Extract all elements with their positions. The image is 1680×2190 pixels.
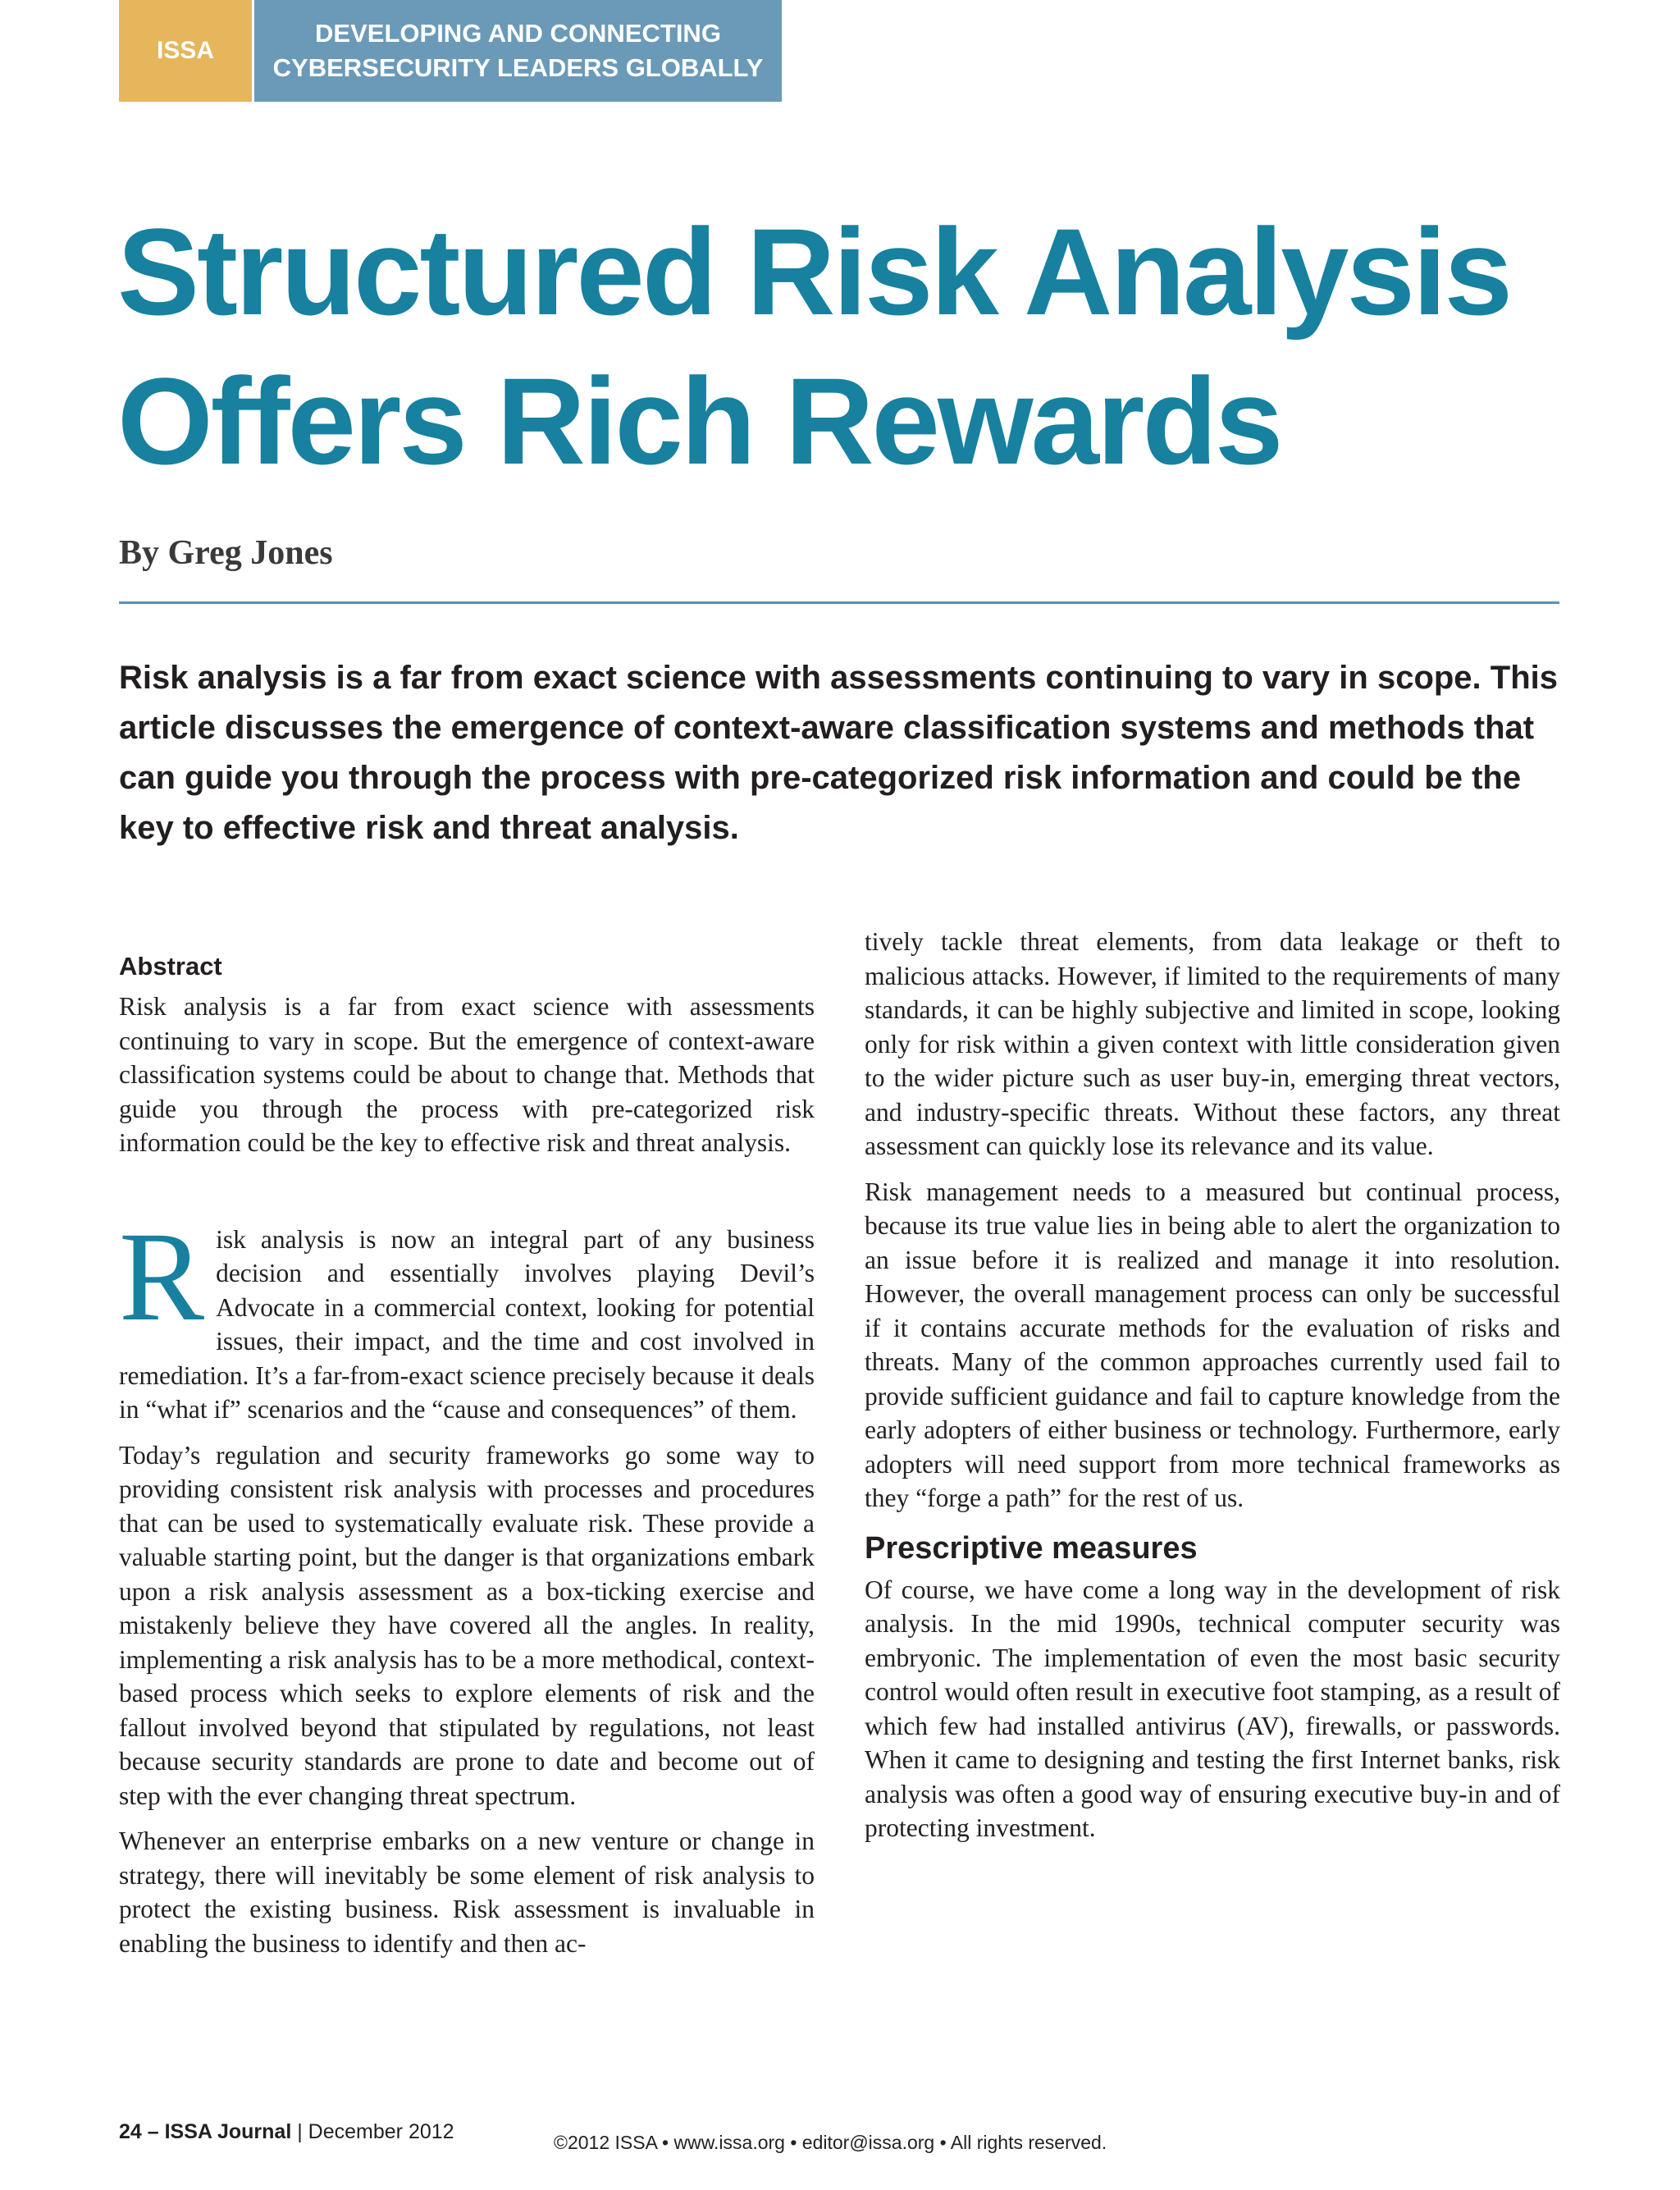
article-deck: Risk analysis is a far from exact science with assessments continuing to vary in scope. This article discusses the emergence of context-aware classification systems and methods that can guide you through the process with pre-categorized risk information and could be the key to effective risk and threat analysis. [119,660,1559,846]
footer-separator: | [291,2120,308,2143]
body-paragraph-4: Risk management needs to a measured but continual process, because its true value lies in being able to alert the organization to an issue before it is realized and manage it into resolution. However, the overall management process can only be successful if it contains accurate methods for the evaluation of risks and threats. Many of the common approaches currently used fail to provide sufficient guidance and fail to capture knowledge from the early adopters of either business or technology. Furthermore, early adopters will need support from more technical frameworks as they “forge a path” for the rest of us. [865,1177,1560,1512]
issa-tag [119,0,252,102]
body-paragraph-1-text: isk analysis is now an integral part of any business decision and essentially involves playing Devil’s Advocate in a commercial context, looking for potential issues, their impact, and the time and cost involved in remediation. It’s a far-from-exact science precisely because it deals in “what if” scenarios and the “cause and consequences” of them. [119,1224,815,1424]
tagline-line-2: CYBERSECURITY LEADERS GLOBALLY [272,53,764,82]
abstract-text: Risk analysis is a far from exact science with assessments continuing to vary in scope. But the emergence of context-aware classification systems could be about to change that. Methods that guide you through the process with pre-categorized risk information could be the key to effective risk and threat analysis. [119,992,815,1157]
body-paragraph-3-part-2: tively tackle threat elements, from data leakage or theft to malicious attacks. However, if limited to the requirements of many standards, it can be highly subjective and limited in scope, looking only for risk within a given context with little consideration given to the wider picture such as user buy-in, emerging threat vectors, and industry-specific threats. Without these factors, any threat assessment can quickly lose its relevance and its value. [865,927,1560,1160]
tagline-banner [254,0,782,102]
page-footer [119,2120,454,2144]
column-left [119,942,815,1972]
byline: By Greg Jones [119,534,333,572]
body-paragraph-5: Of course, we have come a long way in the development of risk analysis. In the mid 1990s, technical computer security was embryonic. The implementation of even the most basic security control would often result in executive foot stamping, as a result of which few had installed antivirus (AV), firewalls, or passwords. When it came to designing and testing the first Internet banks, risk analysis was often a good way of ensuring executive buy-in and of protecting investment. [865,1575,1560,1842]
article-title [117,197,1594,496]
title-line-1: Structured Risk Analysis [117,203,1511,341]
issa-tag-text: ISSA [156,37,215,64]
divider [119,601,1559,604]
column-right [865,925,1560,1857]
abstract-heading: Abstract [119,952,222,981]
page-number: 24 – ISSA Journal [119,2120,292,2143]
body-paragraph-2: Today’s regulation and security frameworks go some way to providing consistent risk analysis with processes and procedures that can be used to systematically evaluate risk. These provide a valuable starting point, but the danger is that organizations embark upon a risk analysis assessment as a box-ticking exercise and mistakenly believe they have covered all the angles. In reality, implementing a risk analysis has to be a more methodical, context-based process which seeks to explore elements of risk and the fallout involved beyond that stipulated by regulations, not least because security standards are prone to date and become out of step with the ever changing threat spectrum. [119,1440,815,1810]
body-paragraph-1 [119,1205,815,1427]
body-paragraph-3-part-1: Whenever an enterprise embarks on a new venture or change in strategy, there will inevitably be some element of risk analysis to protect the existing business. Risk assessment is invaluable in enabling the business to identify and then ac- [119,1827,815,1958]
tagline-line-1: DEVELOPING AND CONNECTING [315,19,721,48]
copyright: ©2012 ISSA • www.issa.org • editor@issa.org • All rights reserved. [554,2132,1107,2153]
drop-cap: R [119,1205,205,1347]
title-line-2: Offers Rich Rewards [117,352,1281,490]
section-heading: Prescriptive measures [865,1530,1198,1566]
issue-date: December 2012 [308,2120,454,2143]
